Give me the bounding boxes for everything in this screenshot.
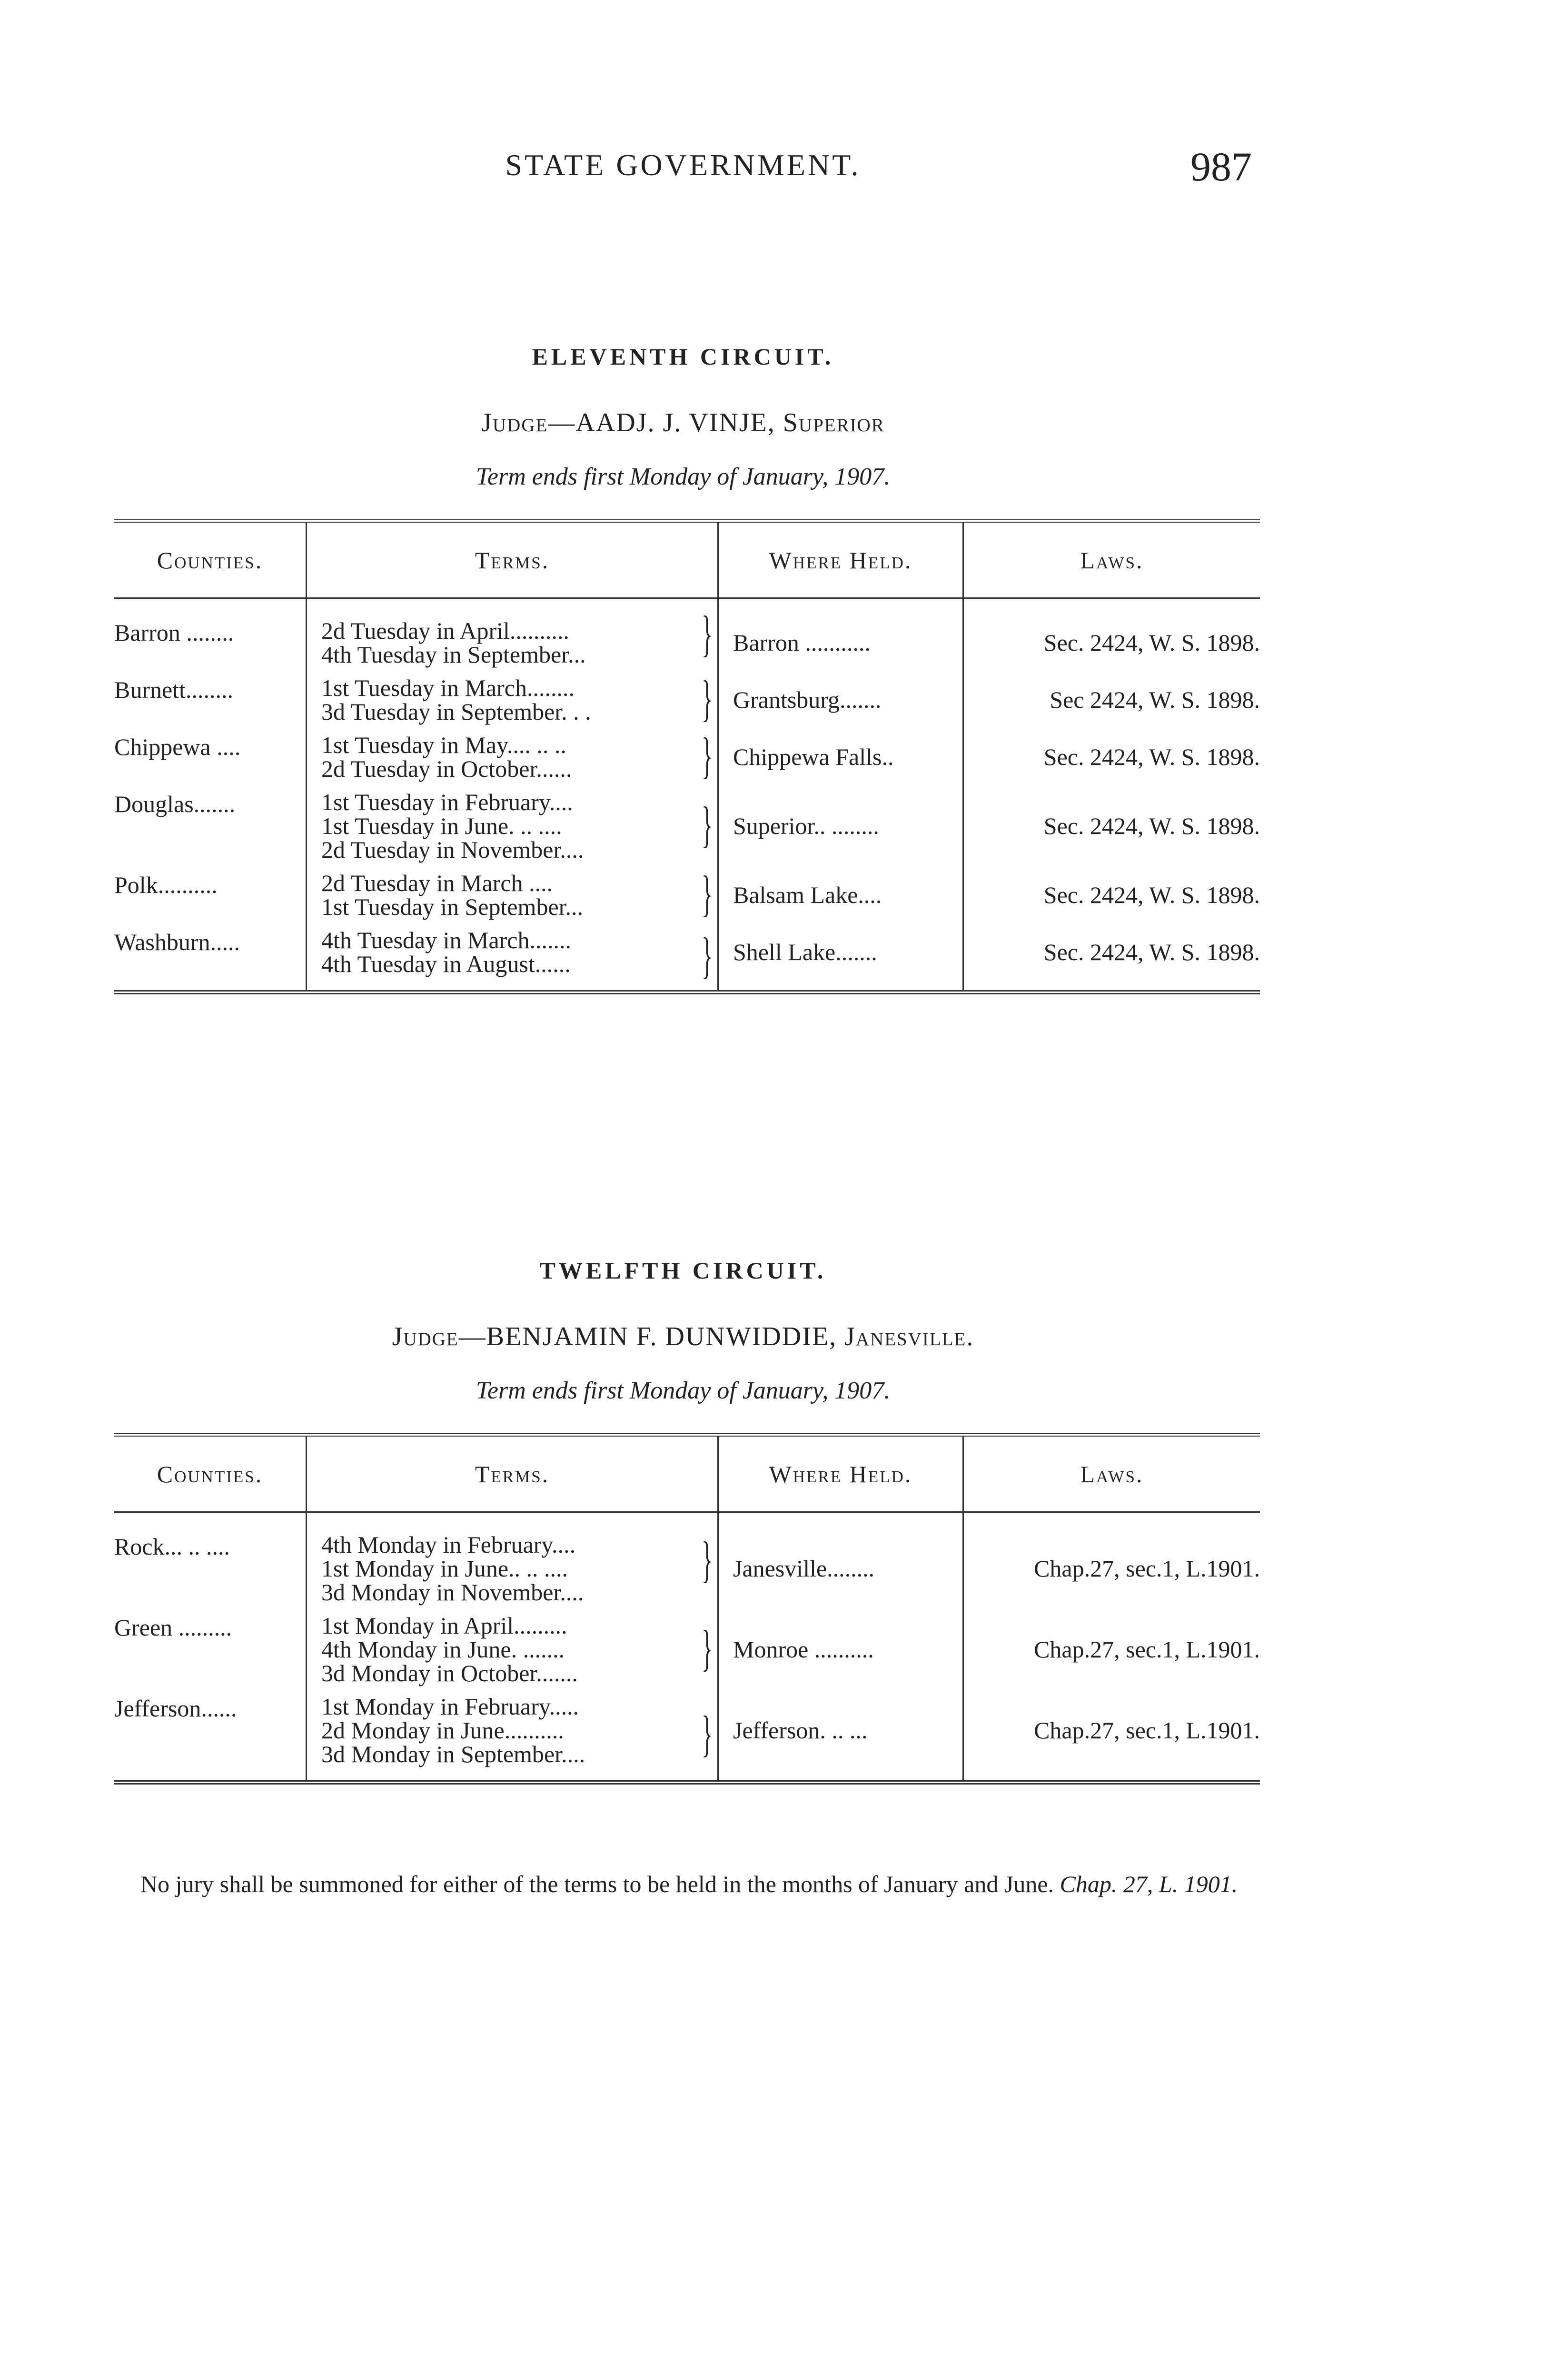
judge-city: Janesville. bbox=[844, 1322, 974, 1351]
col-terms: Terms. bbox=[307, 1435, 718, 1512]
table-row bbox=[114, 671, 1260, 728]
brace: } bbox=[701, 1706, 713, 1763]
term: 2d Monday in June.......... bbox=[321, 1717, 564, 1744]
footnote bbox=[114, 1871, 1252, 1897]
table-row bbox=[114, 1690, 1260, 1783]
term: 1st Tuesday in May.... .. .. bbox=[321, 732, 566, 758]
term: 1st Monday in April......... bbox=[321, 1612, 567, 1639]
twelfth-circuit-section bbox=[114, 1257, 1260, 1785]
terms bbox=[307, 728, 718, 785]
place: Balsam Lake.... bbox=[718, 866, 963, 923]
term: 2d Tuesday in April.......... bbox=[321, 617, 569, 644]
brace: } bbox=[701, 866, 713, 922]
place: Grantsburg....... bbox=[718, 671, 963, 728]
county: Barron ........ bbox=[114, 619, 234, 646]
table-row bbox=[114, 1512, 1260, 1609]
term: 1st Monday in June.. .. .... bbox=[321, 1555, 568, 1582]
table-row bbox=[114, 598, 1260, 672]
terms bbox=[307, 1690, 718, 1783]
judge-line bbox=[114, 407, 1252, 438]
circuit-title: TWELFTH CIRCUIT. bbox=[539, 1257, 827, 1284]
term-ends: Term ends first Monday of January, 1907. bbox=[476, 463, 891, 490]
term: 1st Tuesday in June. .. .... bbox=[321, 813, 562, 839]
judge-name: —AADJ. J. VINJE, bbox=[548, 408, 783, 437]
place: Shell Lake....... bbox=[718, 923, 963, 992]
place: Monroe .......... bbox=[718, 1609, 963, 1690]
term: 1st Monday in February..... bbox=[321, 1693, 579, 1720]
term: 1st Tuesday in March........ bbox=[321, 674, 575, 701]
county: Chippewa .... bbox=[114, 734, 241, 760]
col-where-held: Where Held. bbox=[718, 521, 963, 598]
term: 4th Monday in June. ....... bbox=[321, 1636, 565, 1663]
terms bbox=[307, 866, 718, 923]
term: 1st Tuesday in February.... bbox=[321, 789, 573, 815]
term: 3d Monday in November.... bbox=[321, 1579, 584, 1606]
place: Barron ........... bbox=[718, 598, 963, 672]
brace: } bbox=[701, 797, 713, 853]
county: Polk.......... bbox=[114, 872, 218, 898]
term: 4th Tuesday in August...... bbox=[321, 951, 571, 977]
brace: } bbox=[701, 1621, 713, 1677]
col-laws: Laws. bbox=[963, 521, 1260, 598]
law: Sec. 2424, W. S. 1898. bbox=[1043, 882, 1260, 908]
brace: } bbox=[701, 928, 713, 984]
law: Sec. 2424, W. S. 1898. bbox=[1043, 629, 1260, 656]
term: 4th Tuesday in March....... bbox=[321, 927, 571, 953]
terms bbox=[307, 1609, 718, 1690]
table-row bbox=[114, 728, 1260, 785]
terms bbox=[307, 598, 718, 672]
place: Superior.. ........ bbox=[718, 785, 963, 866]
county: Green ......... bbox=[114, 1614, 232, 1641]
running-title: STATE GOVERNMENT. bbox=[505, 148, 861, 182]
term: 4th Tuesday in September... bbox=[321, 641, 586, 668]
term: 2d Tuesday in November.... bbox=[321, 836, 584, 863]
county: Burnett........ bbox=[114, 676, 233, 703]
twelfth-terms-table bbox=[114, 1433, 1260, 1785]
terms bbox=[307, 671, 718, 728]
brace: } bbox=[701, 1532, 713, 1588]
law: Chap.27, sec.1, L.1901. bbox=[1034, 1717, 1260, 1744]
law: Chap.27, sec.1, L.1901. bbox=[1034, 1636, 1260, 1663]
county: Douglas....... bbox=[114, 791, 236, 817]
table-row bbox=[114, 923, 1260, 992]
brace: } bbox=[701, 671, 713, 727]
brace: } bbox=[701, 728, 713, 784]
table-bottom-rule bbox=[114, 992, 1260, 995]
term: 3d Tuesday in September. . . bbox=[321, 698, 591, 725]
judge-label: Judge bbox=[392, 1322, 459, 1351]
circuit-title: ELEVENTH CIRCUIT. bbox=[532, 343, 834, 370]
col-terms: Terms. bbox=[307, 521, 718, 598]
term-ends: Term ends first Monday of January, 1907. bbox=[476, 1377, 891, 1404]
table-bottom-rule bbox=[114, 1783, 1260, 1785]
judge-city: Superior bbox=[783, 408, 885, 437]
place: Jefferson. .. ... bbox=[718, 1690, 963, 1783]
eleventh-terms-table bbox=[114, 519, 1260, 994]
judge-name: —BENJAMIN F. DUNWIDDIE, bbox=[458, 1322, 845, 1351]
eleventh-circuit-section bbox=[114, 343, 1260, 994]
col-where-held: Where Held. bbox=[718, 1435, 963, 1512]
col-laws: Laws. bbox=[963, 1435, 1260, 1512]
table-row bbox=[114, 866, 1260, 923]
footnote-text: No jury shall be summoned for either of the terms to be held in the months of January and June. bbox=[140, 1871, 1060, 1897]
term: 2d Tuesday in October...... bbox=[321, 755, 572, 782]
page-number: 987 bbox=[1190, 144, 1252, 189]
term: 1st Tuesday in September... bbox=[321, 893, 584, 920]
term: 3d Monday in September.... bbox=[321, 1741, 585, 1767]
term: 4th Monday in February.... bbox=[321, 1531, 576, 1558]
term: 2d Tuesday in March .... bbox=[321, 870, 553, 896]
header-row bbox=[114, 1435, 1260, 1512]
table-row bbox=[114, 785, 1260, 866]
county: Jefferson...... bbox=[114, 1695, 237, 1722]
brace: } bbox=[701, 606, 713, 663]
county: Washburn..... bbox=[114, 929, 240, 955]
term: 3d Monday in October....... bbox=[321, 1660, 578, 1686]
county: Rock... .. .... bbox=[114, 1533, 230, 1560]
footnote-citation: Chap. 27, L. 1901. bbox=[1060, 1871, 1238, 1897]
terms bbox=[307, 923, 718, 992]
law: Sec. 2424, W. S. 1898. bbox=[1043, 813, 1260, 839]
table-row bbox=[114, 1609, 1260, 1690]
terms bbox=[307, 785, 718, 866]
col-counties: Counties. bbox=[114, 1435, 307, 1512]
col-counties: Counties. bbox=[114, 521, 307, 598]
law: Chap.27, sec.1, L.1901. bbox=[1034, 1555, 1260, 1582]
judge-label: Judge bbox=[481, 408, 548, 437]
law: Sec. 2424, W. S. 1898. bbox=[1043, 939, 1260, 965]
law: Sec. 2424, W. S. 1898. bbox=[1043, 744, 1260, 770]
place: Chippewa Falls.. bbox=[718, 728, 963, 785]
judge-line bbox=[114, 1321, 1252, 1352]
running-head bbox=[114, 143, 1252, 195]
place: Janesville........ bbox=[718, 1512, 963, 1609]
law: Sec 2424, W. S. 1898. bbox=[1050, 686, 1260, 713]
header-row bbox=[114, 521, 1260, 598]
terms bbox=[307, 1512, 718, 1609]
